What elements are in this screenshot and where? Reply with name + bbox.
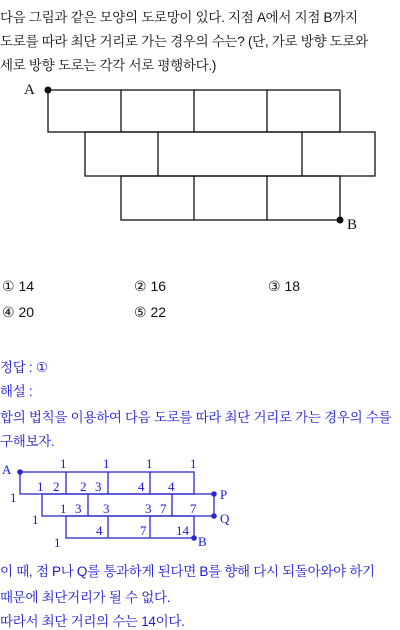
count-r2-1: 3 bbox=[75, 501, 82, 516]
point-b-dot bbox=[337, 217, 344, 224]
count-r1-2: 2 bbox=[80, 479, 87, 494]
solution-line-2: 구해보자. bbox=[0, 434, 55, 449]
count-r3-0: 4 bbox=[96, 523, 103, 538]
solution-heading: 해설 : bbox=[0, 384, 33, 399]
count-r2-5: 7 bbox=[190, 501, 197, 516]
count-r0-1: 1 bbox=[103, 456, 110, 471]
answer-line: 정답 : ① bbox=[0, 360, 48, 375]
count-r2-2: 3 bbox=[103, 501, 110, 516]
count-r1-4: 4 bbox=[138, 479, 145, 494]
question-line-3: 세로 방향 도로는 각각 서로 평행하다.) bbox=[0, 58, 217, 73]
count-left-2: 1 bbox=[54, 535, 61, 550]
count-r2-0: 1 bbox=[60, 501, 67, 516]
road-network-figure bbox=[0, 76, 400, 236]
choice-5[interactable]: ⑤ 22 bbox=[134, 304, 167, 320]
solution-after-3: 따라서 최단 거리의 수는 14이다. bbox=[0, 614, 185, 629]
count-r0-3: 1 bbox=[190, 456, 197, 471]
count-r0-0: 1 bbox=[60, 456, 67, 471]
fig2-label-q: Q bbox=[220, 511, 230, 526]
question-line-2: 도로를 따라 최단 거리로 가는 경우의 수는? (단, 가로 방향 도로와 bbox=[0, 34, 368, 49]
choice-1[interactable]: ① 14 bbox=[2, 278, 35, 294]
label-a: A bbox=[24, 82, 35, 98]
solution-after-1: 이 때, 점 P나 Q를 통과하게 된다면 B를 향해 다시 되돌아와야 하기 bbox=[0, 564, 375, 579]
fig2-label-p: P bbox=[220, 487, 228, 502]
count-r0-2: 1 bbox=[146, 456, 153, 471]
count-r1-1: 2 bbox=[53, 479, 60, 494]
count-r3-2: 14 bbox=[176, 523, 189, 538]
label-b: B bbox=[347, 217, 358, 233]
count-r2-4: 7 bbox=[160, 501, 167, 516]
choice-2[interactable]: ② 16 bbox=[134, 278, 167, 294]
point-a-dot bbox=[45, 87, 52, 94]
solution-after-2: 때문에 최단거리가 될 수 없다. bbox=[0, 590, 171, 605]
fig2-label-b: B bbox=[198, 534, 207, 549]
solution-figure bbox=[0, 452, 400, 552]
solution-line-1: 합의 법칙을 이용하여 다음 도로를 따라 최단 거리로 가는 경우의 수를 bbox=[0, 410, 392, 425]
choice-3[interactable]: ③ 18 bbox=[268, 278, 301, 294]
count-left-0: 1 bbox=[10, 490, 17, 505]
fig2-label-a: A bbox=[2, 462, 12, 477]
question-line-1: 다음 그림과 같은 모양의 도로망이 있다. 지점 A에서 지점 B까지 bbox=[0, 10, 358, 25]
count-r3-1: 7 bbox=[140, 523, 147, 538]
choice-4[interactable]: ④ 20 bbox=[2, 304, 35, 320]
count-r2-3: 3 bbox=[145, 501, 152, 516]
count-r1-3: 3 bbox=[95, 479, 102, 494]
count-left-1: 1 bbox=[32, 512, 39, 527]
count-r1-5: 4 bbox=[168, 479, 175, 494]
count-r1-0: 1 bbox=[37, 479, 44, 494]
